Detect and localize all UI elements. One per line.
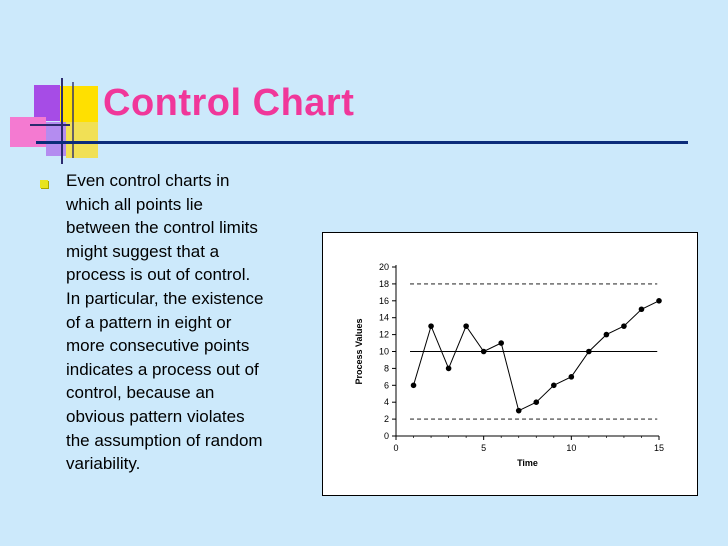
- bullet-line: which all points lie: [66, 194, 204, 214]
- y-tick-label: 12: [378, 329, 389, 340]
- data-point: [639, 306, 645, 312]
- bullet-line: indicates a process out of: [66, 359, 259, 379]
- logo-square-gold: [66, 122, 98, 158]
- y-tick-label: 16: [378, 295, 389, 306]
- bullet-line: process is out of control.: [66, 265, 251, 285]
- y-tick-label: 4: [383, 397, 389, 408]
- slide-title: Control Chart: [103, 82, 355, 124]
- y-tick-label: 0: [383, 431, 389, 441]
- series-line: [414, 301, 660, 411]
- y-tick-label: 10: [378, 346, 389, 357]
- bullet-icon: [40, 180, 48, 188]
- data-point: [498, 340, 504, 346]
- data-point: [463, 323, 469, 329]
- data-point: [586, 349, 592, 355]
- y-tick-label: 20: [378, 262, 389, 272]
- y-tick-label: 8: [383, 363, 389, 374]
- x-axis-label: Time: [517, 458, 538, 468]
- bullet-line: between the control limits: [66, 218, 258, 238]
- y-tick-label: 6: [383, 380, 389, 391]
- logo-square-violet: [46, 122, 66, 156]
- bullet-line: control, because an: [66, 383, 215, 403]
- bullet-line: variability.: [66, 454, 141, 474]
- y-tick-label: 18: [378, 278, 389, 289]
- logo-square-purple: [34, 85, 60, 121]
- data-point: [533, 399, 539, 405]
- data-point: [516, 408, 522, 414]
- bullet-line: Even control charts in: [66, 171, 230, 190]
- bullet-line: In particular, the existence: [66, 288, 264, 308]
- control-chart: [322, 232, 698, 496]
- logo-line-vertical: [61, 78, 63, 164]
- data-point: [481, 349, 487, 355]
- logo-line-horizontal: [30, 124, 70, 126]
- logo-line-vertical-2: [72, 82, 74, 158]
- title-rule: [36, 141, 688, 144]
- data-point: [604, 332, 610, 338]
- data-point: [656, 298, 662, 304]
- decorative-logo: [0, 0, 110, 170]
- x-tick-label: 10: [566, 443, 577, 453]
- chart-svg: [323, 233, 697, 495]
- data-point: [428, 323, 434, 329]
- y-tick-label: 2: [383, 414, 389, 425]
- data-point: [569, 374, 575, 380]
- y-axis-label: Process Values: [354, 318, 364, 385]
- y-tick-label: 14: [378, 312, 389, 323]
- data-point: [446, 366, 452, 372]
- data-point: [621, 323, 627, 329]
- data-point: [551, 383, 557, 389]
- bullet-line: of a pattern in eight or: [66, 312, 232, 332]
- x-tick-label: 15: [653, 443, 665, 453]
- bullet-line: obvious pattern violates: [66, 406, 245, 426]
- x-tick-label: 5: [481, 443, 487, 453]
- x-tick-label: 0: [393, 443, 399, 453]
- bullet-text: [66, 169, 316, 476]
- data-point: [411, 383, 417, 389]
- bullet-line: the assumption of random: [66, 430, 263, 450]
- bullet-line: might suggest that a: [66, 241, 220, 261]
- bullet-line: more consecutive points: [66, 336, 250, 356]
- logo-square-yellow: [60, 86, 98, 122]
